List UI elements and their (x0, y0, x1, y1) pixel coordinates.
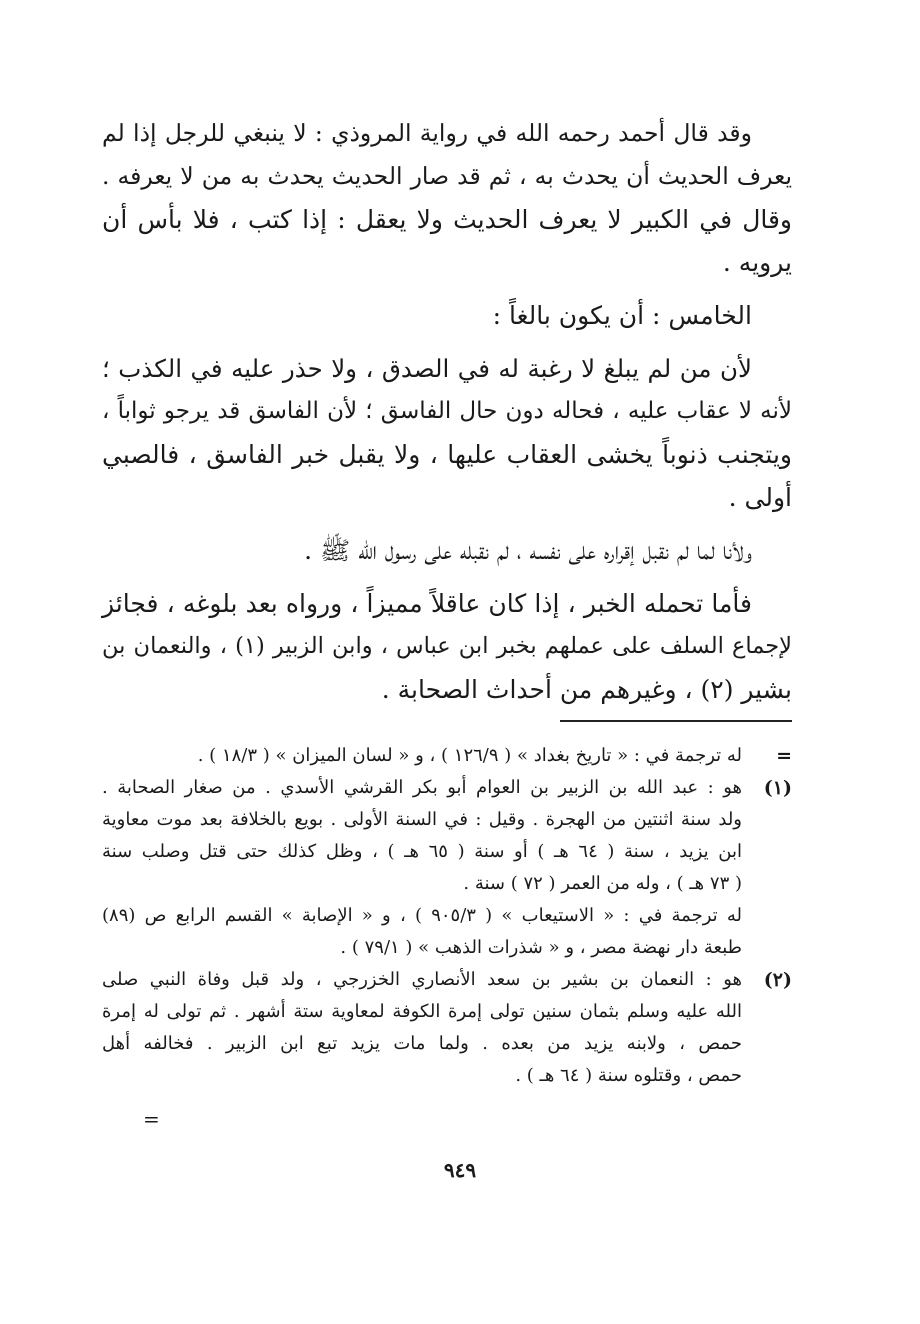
text-line: لأن من لم يبلغ لا رغبة له في الصدق ، ولا حذر عليه في الكذب ؛ (102, 354, 752, 383)
paragraph (102, 347, 792, 519)
paragraph (102, 112, 792, 284)
footnote-line: هو : النعمان بن بشير بن سعد الأنصاري الخزرجي ، ولد قبل وفاة النبي صلى (102, 969, 742, 990)
continuation-mark: = (143, 1107, 160, 1131)
paragraph-gap (102, 519, 792, 529)
footnote-line: ولد سنة اثنتين من الهجرة . وقيل : في السنة الأولى . بويع بالخلافة بعد موت معاوية (102, 809, 742, 830)
text-line: ويتجنب ذنوباً يخشى العقاب عليها ، ولا يقبل خبر الفاسق ، فالصبي (102, 440, 792, 469)
paragraph (102, 529, 792, 572)
text-line: فأما تحمله الخبر ، إذا كان عاقلاً مميزاً ، ورواه بعد بلوغه ، فجائز (102, 589, 752, 618)
footnote-marker: (١) (763, 777, 792, 799)
page-number: ٩٤٩ (443, 1158, 477, 1182)
main-text (102, 112, 792, 711)
paragraph (102, 582, 792, 711)
text-line: وقال في الكبير لا يعرف الحديث ولا يعقل : إذا كتب ، فلا بأس أن (102, 205, 792, 234)
paragraph-gap (102, 572, 792, 582)
footnote-line: حمص ، ولابنه يزيد من بعده . ولما مات يزيد تبع ابن الزبير . فخالفه أهل (102, 1033, 742, 1054)
text-line: وقد قال أحمد رحمه الله في رواية المروذي : لا ينبغي للرجل إذا لم (102, 119, 752, 147)
text-line: لأنه لا عقاب عليه ، فحاله دون حال الفاسق ؛ لأن الفاسق قد يرجو ثواباً ، (102, 398, 792, 424)
footnote-line: حمص ، وقتلوه سنة ( ٦٤ هـ ) . (515, 1065, 742, 1086)
text-line: لإجماع السلف على عملهم بخبر ابن عباس ، وابن الزبير (١) ، والنعمان بن (102, 633, 792, 659)
section-heading (102, 294, 792, 337)
footnote (102, 740, 792, 772)
footnote-body (102, 740, 742, 772)
footnote-body (102, 964, 742, 1092)
footnote-body (102, 772, 742, 964)
text-line: أولى . (728, 483, 792, 512)
footnote-line: الله عليه وسلم بثمان سنين تولى إمرة الكوفة لمعاوية ستة أشهر . ثم تولى له إمرة (102, 1001, 742, 1022)
footnote (102, 964, 792, 1092)
text-line: يعرف الحديث أن يحدث به ، ثم قد صار الحديث يحدث به من لا يعرفه . (102, 162, 792, 190)
text-line: ولأنا لما لم نقبل إقراره على نفسه ، لم نقبله على رسول الله ﷺ . (304, 536, 752, 565)
footnote-marker: = (776, 745, 792, 767)
footnote-marker: (٢) (763, 969, 792, 991)
footnote-divider (560, 720, 792, 722)
paragraph-gap (102, 284, 792, 294)
footnote-line: ( ٧٣ هـ ) ، وله من العمر ( ٧٢ ) سنة . (463, 873, 742, 894)
footnote-line: ابن يزيد ، سنة ( ٦٤ هـ ) أو سنة ( ٦٥ هـ ) ، وظل كذلك حتى قتل وصلب سنة (102, 841, 743, 862)
footnote-line: هو : عبد الله بن الزبير بن العوام أبو بكر القرشي الأسدي . من صغار الصحابة . (102, 777, 742, 798)
footnote (102, 772, 792, 964)
text-line: يرويه . (722, 248, 792, 277)
footnote-line: له ترجمة في : « تاريخ بغداد » ( ١٢٦/٩ ) ، و « لسان الميزان » ( ١٨/٣ ) . (197, 745, 742, 766)
footnote-line: له ترجمة في : « الاستيعاب » ( ٩٠٥/٣ ) ، و « الإصابة » القسم الرابع ص (٨٩) (102, 905, 743, 926)
paragraph-gap (102, 337, 792, 347)
footnote-line: طبعة دار نهضة مصر ، و « شذرات الذهب » ( ٧٩/١ ) . (340, 937, 742, 958)
text-line: الخامس : أن يكون بالغاً : (492, 301, 752, 330)
footnotes (102, 740, 792, 1092)
text-line: بشير (٢) ، وغيرهم من أحداث الصحابة . (381, 675, 792, 704)
